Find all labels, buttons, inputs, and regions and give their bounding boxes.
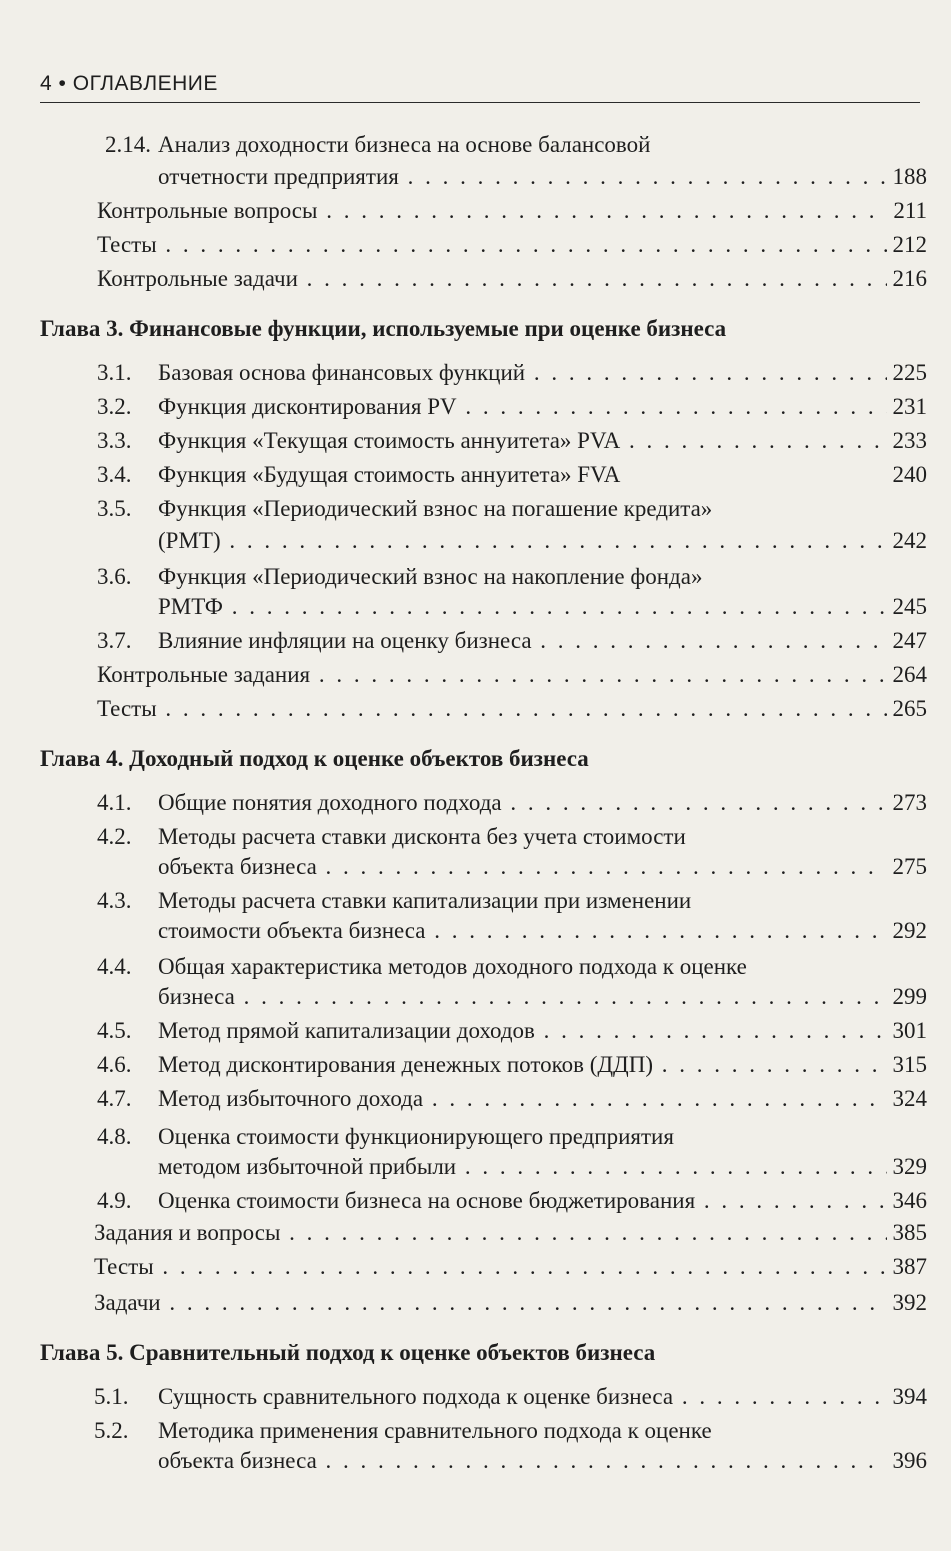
entry-title: Оценка стоимости бизнеса на основе бюджетирования . . . — [158, 1184, 887, 1218]
entry-page: 387 — [892, 1254, 927, 1279]
entry-page: 292 — [892, 918, 927, 943]
entry-title-line1: Общая характеристика методов доходного подхода к оценке — [158, 954, 747, 979]
toc-entry-4-1[interactable] — [0, 786, 951, 820]
entry-number: 4.2. — [97, 824, 132, 849]
chapter-4-heading[interactable]: Глава 4. Доходный подход к оценке объектов бизнеса — [40, 746, 589, 771]
entry-title: Функция дисконтирования PV . . . — [158, 390, 887, 424]
entry-number: 5.2. — [94, 1418, 129, 1443]
entry-number: 4.1. — [97, 790, 132, 815]
toc-entry-5-1[interactable] — [0, 1380, 951, 1414]
entry-title-line1: Функция «Периодический взнос на накопление фонда» — [158, 564, 703, 589]
entry-page: 240 — [892, 462, 927, 487]
entry-page: 216 — [892, 266, 927, 291]
toc-entry-3-6-cont[interactable] — [0, 590, 951, 624]
entry-title: Метод избыточного дохода . . . — [158, 1082, 887, 1116]
toc-entry-4-2[interactable] — [0, 820, 951, 854]
entry-title-line1: Оценка стоимости функционирующего предприятия — [158, 1124, 674, 1149]
entry-page: 225 — [892, 360, 927, 385]
entry-title: Сущность сравнительного подхода к оценке бизнеса . . . — [158, 1380, 887, 1414]
entry-page: 394 — [892, 1384, 927, 1409]
toc-entry-5-2-cont[interactable] — [0, 1444, 951, 1478]
entry-title: Функция «Текущая стоимость аннуитета» PVA . . . — [158, 424, 887, 458]
toc-entry-control-assignments[interactable] — [0, 658, 951, 692]
entry-title: Контрольные задачи . . . — [97, 262, 887, 296]
toc-entry-4-4[interactable] — [0, 950, 951, 984]
toc-entry-tasks-questions[interactable] — [0, 1216, 951, 1250]
entry-page: 245 — [892, 594, 927, 619]
page-number: 4 — [40, 72, 53, 95]
entry-page: 247 — [892, 628, 927, 653]
entry-number: 4.4. — [97, 954, 132, 979]
entry-page: 385 — [892, 1220, 927, 1245]
entry-number: 4.7. — [97, 1086, 132, 1111]
entry-title-line2: бизнеса . . . — [158, 980, 887, 1014]
entry-page: 392 — [892, 1290, 927, 1315]
toc-entry-3-6[interactable] — [0, 560, 951, 594]
entry-number: 3.4. — [97, 462, 132, 487]
entry-page: 396 — [892, 1448, 927, 1473]
entry-page: 242 — [892, 528, 927, 553]
entry-page: 231 — [892, 394, 927, 419]
entry-title-line2: методом избыточной прибыли . . . — [158, 1150, 887, 1184]
entry-title-line1: Методы расчета ставки дисконта без учета стоимости — [158, 824, 686, 849]
entry-number: 4.6. — [97, 1052, 132, 1077]
toc-entry-4-3[interactable] — [0, 884, 951, 918]
entry-title: Метод прямой капитализации доходов . . . — [158, 1014, 887, 1048]
entry-title: Контрольные задания . . . — [97, 658, 887, 692]
toc-entry-3-2[interactable] — [0, 390, 951, 424]
entry-title-line1: Функция «Периодический взнос на погашение кредита» — [158, 496, 713, 521]
toc-entry-3-5[interactable] — [0, 492, 951, 526]
entry-page: 233 — [892, 428, 927, 453]
bullet-separator: • — [58, 72, 67, 95]
toc-entry-4-4-cont[interactable] — [0, 980, 951, 1014]
entry-title: Общие понятия доходного подхода . . . — [158, 786, 887, 820]
entry-page: 212 — [892, 232, 927, 257]
entry-page: 324 — [892, 1086, 927, 1111]
toc-entry-3-7[interactable] — [0, 624, 951, 658]
entry-title-line2: (PMT) . . . — [158, 524, 887, 558]
toc-entry-3-5-cont[interactable] — [0, 524, 951, 558]
entry-title: Базовая основа финансовых функций . . . — [158, 356, 887, 390]
entry-number: 3.3. — [97, 428, 132, 453]
toc-entry-tests[interactable] — [0, 228, 951, 262]
toc-entry-4-8[interactable] — [0, 1120, 951, 1154]
toc-entry-4-3-cont[interactable] — [0, 914, 951, 948]
chapter-3-heading[interactable]: Глава 3. Финансовые функции, используемые при оценке бизнеса — [40, 316, 727, 341]
toc-entry-3-3[interactable] — [0, 424, 951, 458]
entry-title-line1: Методика применения сравнительного подхода к оценке — [158, 1418, 712, 1443]
running-head — [40, 72, 218, 96]
toc-entry-control-questions[interactable] — [0, 194, 951, 228]
entry-number: 4.5. — [97, 1018, 132, 1043]
entry-title: Тесты . . . — [97, 228, 887, 262]
entry-title-line2: объекта бизнеса . . . — [158, 1444, 887, 1478]
toc-entry-4-6[interactable] — [0, 1048, 951, 1082]
entry-page: 273 — [892, 790, 927, 815]
entry-number: 3.6. — [97, 564, 132, 589]
entry-title-line1: Методы расчета ставки капитализации при изменении — [158, 888, 692, 913]
entry-number: 5.1. — [94, 1384, 129, 1409]
entry-number: 2.14. — [105, 132, 151, 157]
toc-entry-control-tasks[interactable] — [0, 262, 951, 296]
entry-page: 188 — [892, 164, 927, 189]
entry-page: 264 — [892, 662, 927, 687]
toc-entry-2-14-cont[interactable] — [0, 160, 951, 194]
entry-title-line2: отчетности предприятия . . . — [158, 160, 887, 194]
entry-number: 3.2. — [97, 394, 132, 419]
entry-title: Задания и вопросы . . . — [94, 1216, 887, 1250]
entry-page: 315 — [892, 1052, 927, 1077]
entry-number: 3.7. — [97, 628, 132, 653]
entry-number: 3.1. — [97, 360, 132, 385]
entry-page: 265 — [892, 696, 927, 721]
entry-title-line2: РМТФ . . . — [158, 590, 887, 624]
entry-title: Влияние инфляции на оценку бизнеса . . . — [158, 624, 887, 658]
entry-title: Контрольные вопросы . . . — [97, 194, 887, 228]
entry-page: 275 — [892, 854, 927, 879]
entry-title-line2: стоимости объекта бизнеса . . . — [158, 914, 887, 948]
toc-entry-4-8-cont[interactable] — [0, 1150, 951, 1184]
entry-page: 329 — [892, 1154, 927, 1179]
entry-title: Функция «Будущая стоимость аннуитета» FVA — [158, 462, 621, 487]
entry-page: 346 — [892, 1188, 927, 1213]
toc-entry-2-14[interactable] — [0, 128, 951, 162]
page-title: ОГЛАВЛЕНИЕ — [72, 72, 218, 95]
toc-entry-tasks[interactable] — [0, 1286, 951, 1320]
toc-entry-4-9[interactable] — [0, 1184, 951, 1218]
toc-entry-4-7[interactable] — [0, 1082, 951, 1116]
toc-entry-tests[interactable] — [0, 692, 951, 726]
toc-entry-4-2-cont[interactable] — [0, 850, 951, 884]
entry-page: 301 — [892, 1018, 927, 1043]
header-rule — [40, 102, 920, 103]
entry-title: Тесты . . . — [97, 692, 887, 726]
entry-title: Задачи . . . — [94, 1286, 887, 1320]
entry-page: 211 — [893, 198, 927, 223]
toc-entry-4-5[interactable] — [0, 1014, 951, 1048]
toc-entry-tests[interactable] — [0, 1250, 951, 1284]
entry-title-line1: Анализ доходности бизнеса на основе балансовой — [158, 132, 651, 157]
entry-number: 4.9. — [97, 1188, 132, 1213]
entry-title: Тесты . . . — [94, 1250, 887, 1284]
entry-title-line2: объекта бизнеса . . . — [158, 850, 887, 884]
entry-number: 4.8. — [97, 1124, 132, 1149]
entry-number: 3.5. — [97, 496, 132, 521]
toc-entry-3-1[interactable] — [0, 356, 951, 390]
entry-number: 4.3. — [97, 888, 132, 913]
toc-entry-3-4[interactable] — [0, 458, 951, 492]
entry-page: 299 — [892, 984, 927, 1009]
entry-title: Метод дисконтирования денежных потоков (ДДП) . . . — [158, 1048, 887, 1082]
toc-entry-5-2[interactable] — [0, 1414, 951, 1448]
chapter-5-heading[interactable]: Глава 5. Сравнительный подход к оценке объектов бизнеса — [40, 1340, 656, 1365]
